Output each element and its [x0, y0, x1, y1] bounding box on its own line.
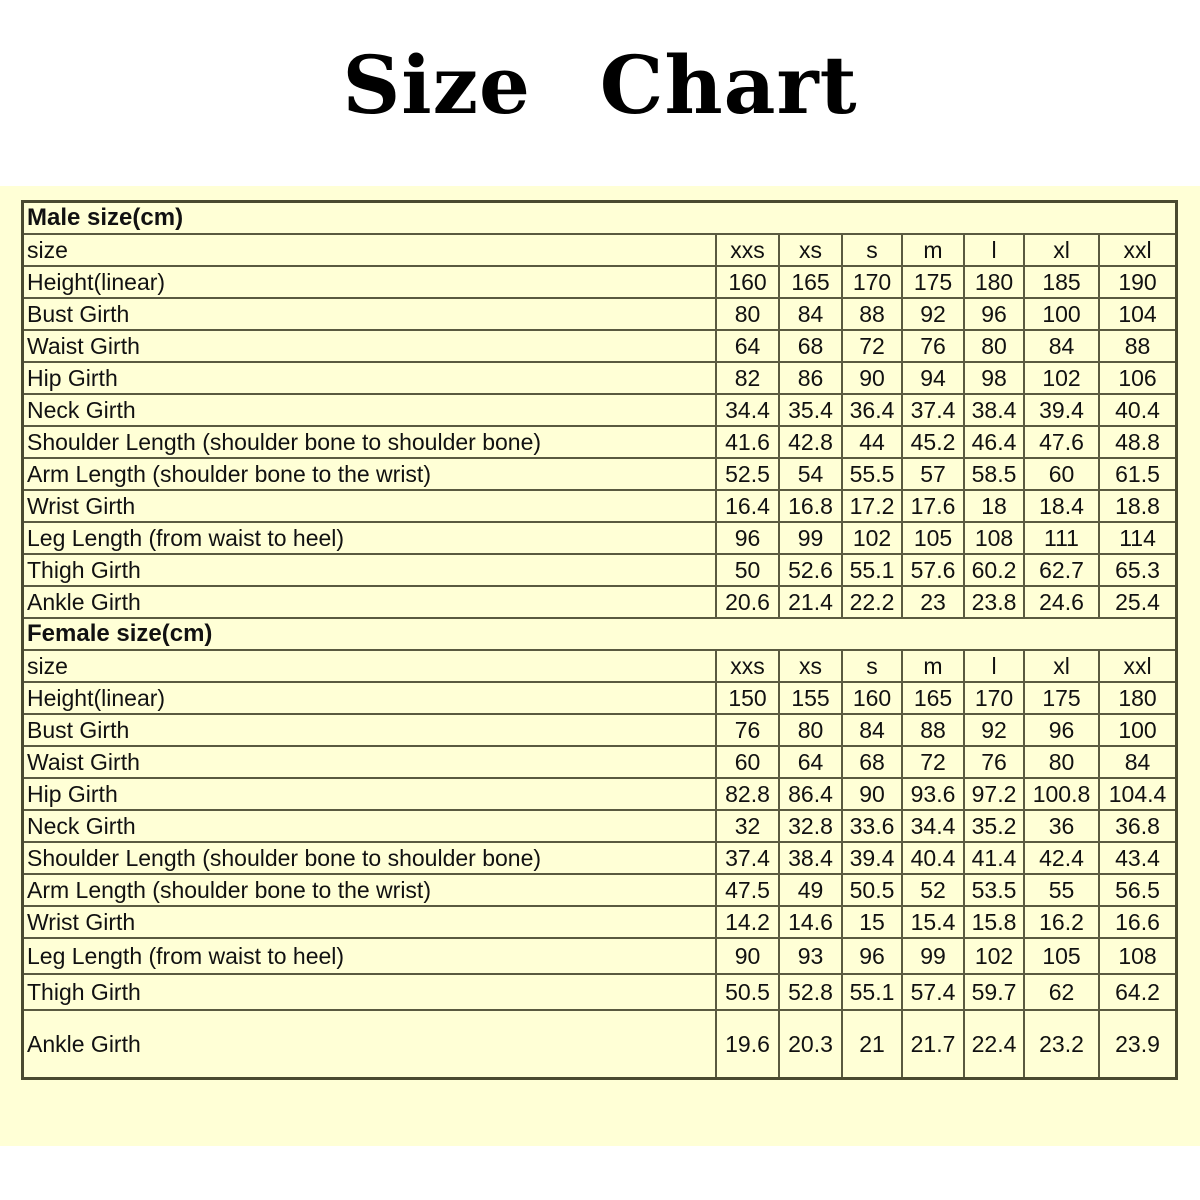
measurement-value-xl: 84	[1025, 331, 1100, 363]
measurement-value-xs: 52.8	[780, 975, 843, 1011]
table-row	[24, 459, 1175, 491]
measurement-value-m: 72	[903, 747, 965, 779]
size-header-s: s	[843, 235, 903, 267]
measurement-value-xl: 105	[1025, 939, 1100, 975]
measurement-value-m: 92	[903, 299, 965, 331]
measurement-value-xs: 64	[780, 747, 843, 779]
measurement-value-xs: 35.4	[780, 395, 843, 427]
female-heading-row	[24, 619, 1175, 651]
table-row	[24, 875, 1175, 907]
measurement-value-m: 40.4	[903, 843, 965, 875]
measurement-value-xs: 93	[780, 939, 843, 975]
measurement-value-s: 22.2	[843, 587, 903, 619]
measurement-value-xxs: 90	[717, 939, 780, 975]
male-heading-row	[24, 203, 1175, 235]
table-row	[24, 715, 1175, 747]
size-header-label: size	[24, 235, 717, 267]
measurement-value-xxs: 37.4	[717, 843, 780, 875]
measurement-value-xs: 49	[780, 875, 843, 907]
measurement-value-xs: 86.4	[780, 779, 843, 811]
measurement-value-xl: 60	[1025, 459, 1100, 491]
size-header-m: m	[903, 651, 965, 683]
measurement-value-s: 68	[843, 747, 903, 779]
measurement-value-xxl: 88	[1100, 331, 1175, 363]
measurement-value-xxs: 20.6	[717, 587, 780, 619]
measurement-value-xs: 54	[780, 459, 843, 491]
size-header-xl: xl	[1025, 235, 1100, 267]
measurement-value-l: 15.8	[965, 907, 1025, 939]
table-row	[24, 363, 1175, 395]
measurement-value-l: 102	[965, 939, 1025, 975]
measurement-value-xxl: 180	[1100, 683, 1175, 715]
page-title: Size Chart	[342, 38, 858, 132]
table-row	[24, 427, 1175, 459]
measurement-value-s: 96	[843, 939, 903, 975]
measurement-value-s: 90	[843, 779, 903, 811]
measurement-value-xxl: 48.8	[1100, 427, 1175, 459]
measurement-value-xl: 62	[1025, 975, 1100, 1011]
measurement-value-m: 15.4	[903, 907, 965, 939]
measurement-value-xxs: 50.5	[717, 975, 780, 1011]
measurement-value-xs: 84	[780, 299, 843, 331]
measurement-value-m: 45.2	[903, 427, 965, 459]
measurement-value-xs: 155	[780, 683, 843, 715]
measurement-label: Ankle Girth	[24, 587, 717, 619]
size-header-xl: xl	[1025, 651, 1100, 683]
table-row	[24, 747, 1175, 779]
measurement-label: Wrist Girth	[24, 907, 717, 939]
measurement-label: Bust Girth	[24, 299, 717, 331]
measurement-value-xxl: 16.6	[1100, 907, 1175, 939]
measurement-value-xl: 18.4	[1025, 491, 1100, 523]
measurement-value-l: 108	[965, 523, 1025, 555]
table-row	[24, 331, 1175, 363]
measurement-value-m: 52	[903, 875, 965, 907]
measurement-value-m: 57.4	[903, 975, 965, 1011]
measurement-value-xl: 24.6	[1025, 587, 1100, 619]
measurement-value-xs: 42.8	[780, 427, 843, 459]
size-header-s: s	[843, 651, 903, 683]
measurement-value-xl: 39.4	[1025, 395, 1100, 427]
measurement-value-m: 37.4	[903, 395, 965, 427]
measurement-value-xl: 80	[1025, 747, 1100, 779]
measurement-value-l: 23.8	[965, 587, 1025, 619]
measurement-label: Height(linear)	[24, 683, 717, 715]
measurement-value-xxs: 52.5	[717, 459, 780, 491]
measurement-value-l: 80	[965, 331, 1025, 363]
measurement-value-xs: 21.4	[780, 587, 843, 619]
table-row	[24, 395, 1175, 427]
measurement-label: Arm Length (shoulder bone to the wrist)	[24, 459, 717, 491]
measurement-value-m: 99	[903, 939, 965, 975]
measurement-label: Waist Girth	[24, 747, 717, 779]
measurement-label: Bust Girth	[24, 715, 717, 747]
measurement-value-xs: 80	[780, 715, 843, 747]
female-size-header-row	[24, 651, 1175, 683]
measurement-value-xxl: 36.8	[1100, 811, 1175, 843]
measurement-value-xs: 68	[780, 331, 843, 363]
measurement-value-m: 93.6	[903, 779, 965, 811]
measurement-value-l: 97.2	[965, 779, 1025, 811]
measurement-value-s: 36.4	[843, 395, 903, 427]
measurement-value-l: 58.5	[965, 459, 1025, 491]
measurement-value-xxs: 14.2	[717, 907, 780, 939]
measurement-value-xl: 23.2	[1025, 1011, 1100, 1077]
female-section-heading: Female size(cm)	[24, 619, 1175, 651]
measurement-value-m: 165	[903, 683, 965, 715]
measurement-value-l: 35.2	[965, 811, 1025, 843]
measurement-value-s: 170	[843, 267, 903, 299]
measurement-value-xs: 20.3	[780, 1011, 843, 1077]
measurement-value-xl: 47.6	[1025, 427, 1100, 459]
measurement-value-s: 33.6	[843, 811, 903, 843]
measurement-value-xxl: 84	[1100, 747, 1175, 779]
measurement-value-xs: 38.4	[780, 843, 843, 875]
measurement-value-s: 55.1	[843, 555, 903, 587]
measurement-value-xxl: 43.4	[1100, 843, 1175, 875]
measurement-value-m: 17.6	[903, 491, 965, 523]
measurement-label: Neck Girth	[24, 811, 717, 843]
measurement-value-m: 88	[903, 715, 965, 747]
table-row	[24, 683, 1175, 715]
measurement-label: Hip Girth	[24, 363, 717, 395]
measurement-value-m: 94	[903, 363, 965, 395]
measurement-value-l: 180	[965, 267, 1025, 299]
measurement-label: Thigh Girth	[24, 555, 717, 587]
measurement-value-s: 160	[843, 683, 903, 715]
table-row	[24, 523, 1175, 555]
measurement-value-s: 50.5	[843, 875, 903, 907]
measurement-value-l: 76	[965, 747, 1025, 779]
measurement-label: Ankle Girth	[24, 1011, 717, 1077]
measurement-value-l: 41.4	[965, 843, 1025, 875]
measurement-value-m: 175	[903, 267, 965, 299]
measurement-value-xxs: 34.4	[717, 395, 780, 427]
measurement-value-xl: 42.4	[1025, 843, 1100, 875]
measurement-value-s: 44	[843, 427, 903, 459]
measurement-value-xl: 185	[1025, 267, 1100, 299]
measurement-value-xxs: 82	[717, 363, 780, 395]
measurement-value-l: 170	[965, 683, 1025, 715]
table-row	[24, 267, 1175, 299]
measurement-label: Arm Length (shoulder bone to the wrist)	[24, 875, 717, 907]
measurement-label: Neck Girth	[24, 395, 717, 427]
table-row	[24, 811, 1175, 843]
measurement-value-l: 53.5	[965, 875, 1025, 907]
size-header-xs: xs	[780, 651, 843, 683]
table-row	[24, 843, 1175, 875]
measurement-value-xxs: 32	[717, 811, 780, 843]
table-row	[24, 491, 1175, 523]
measurement-value-xxs: 160	[717, 267, 780, 299]
measurement-value-m: 23	[903, 587, 965, 619]
measurement-value-xs: 165	[780, 267, 843, 299]
measurement-label: Leg Length (from waist to heel)	[24, 939, 717, 975]
measurement-value-xxl: 18.8	[1100, 491, 1175, 523]
measurement-value-s: 39.4	[843, 843, 903, 875]
measurement-value-xl: 16.2	[1025, 907, 1100, 939]
measurement-value-xxl: 108	[1100, 939, 1175, 975]
measurement-value-l: 22.4	[965, 1011, 1025, 1077]
measurement-value-xxs: 41.6	[717, 427, 780, 459]
male-section-heading: Male size(cm)	[24, 203, 1175, 235]
measurement-value-xxs: 76	[717, 715, 780, 747]
measurement-value-xl: 102	[1025, 363, 1100, 395]
measurement-value-s: 72	[843, 331, 903, 363]
table-row	[24, 975, 1175, 1011]
measurement-value-l: 92	[965, 715, 1025, 747]
table-row	[24, 299, 1175, 331]
measurement-value-xxs: 60	[717, 747, 780, 779]
measurement-value-m: 57	[903, 459, 965, 491]
table-row	[24, 1011, 1175, 1077]
measurement-value-xxs: 82.8	[717, 779, 780, 811]
measurement-value-xs: 16.8	[780, 491, 843, 523]
measurement-value-m: 21.7	[903, 1011, 965, 1077]
measurement-value-l: 59.7	[965, 975, 1025, 1011]
size-header-xxs: xxs	[717, 235, 780, 267]
table-row	[24, 907, 1175, 939]
measurement-value-xxl: 104.4	[1100, 779, 1175, 811]
measurement-value-s: 55.5	[843, 459, 903, 491]
measurement-value-xl: 175	[1025, 683, 1100, 715]
size-header-l: l	[965, 235, 1025, 267]
table-row	[24, 779, 1175, 811]
measurement-value-s: 88	[843, 299, 903, 331]
measurement-value-xl: 55	[1025, 875, 1100, 907]
measurement-value-xxs: 50	[717, 555, 780, 587]
measurement-value-xl: 111	[1025, 523, 1100, 555]
measurement-value-s: 17.2	[843, 491, 903, 523]
measurement-value-s: 55.1	[843, 975, 903, 1011]
size-header-xxs: xxs	[717, 651, 780, 683]
measurement-value-s: 102	[843, 523, 903, 555]
measurement-value-xxs: 80	[717, 299, 780, 331]
size-header-m: m	[903, 235, 965, 267]
measurement-value-xxl: 64.2	[1100, 975, 1175, 1011]
measurement-value-xs: 86	[780, 363, 843, 395]
measurement-value-xxl: 61.5	[1100, 459, 1175, 491]
measurement-value-xxl: 190	[1100, 267, 1175, 299]
measurement-value-xl: 96	[1025, 715, 1100, 747]
measurement-value-m: 76	[903, 331, 965, 363]
measurement-label: Waist Girth	[24, 331, 717, 363]
size-header-xxl: xxl	[1100, 235, 1175, 267]
measurement-label: Thigh Girth	[24, 975, 717, 1011]
measurement-value-m: 57.6	[903, 555, 965, 587]
measurement-value-xxs: 19.6	[717, 1011, 780, 1077]
measurement-value-xs: 99	[780, 523, 843, 555]
measurement-value-xxl: 25.4	[1100, 587, 1175, 619]
measurement-value-l: 18	[965, 491, 1025, 523]
measurement-value-l: 96	[965, 299, 1025, 331]
measurement-value-xxl: 100	[1100, 715, 1175, 747]
measurement-value-l: 38.4	[965, 395, 1025, 427]
measurement-value-xxs: 16.4	[717, 491, 780, 523]
measurement-value-xl: 100	[1025, 299, 1100, 331]
measurement-label: Shoulder Length (shoulder bone to shoulder bone)	[24, 427, 717, 459]
male-size-header-row	[24, 235, 1175, 267]
measurement-value-xxs: 150	[717, 683, 780, 715]
measurement-value-s: 21	[843, 1011, 903, 1077]
measurement-value-xl: 36	[1025, 811, 1100, 843]
measurement-label: Wrist Girth	[24, 491, 717, 523]
measurement-value-xxs: 47.5	[717, 875, 780, 907]
size-header-label: size	[24, 651, 717, 683]
size-header-xxl: xxl	[1100, 651, 1175, 683]
measurement-value-m: 34.4	[903, 811, 965, 843]
measurement-value-xxl: 106	[1100, 363, 1175, 395]
measurement-value-xs: 52.6	[780, 555, 843, 587]
measurement-value-s: 15	[843, 907, 903, 939]
measurement-label: Height(linear)	[24, 267, 717, 299]
measurement-label: Shoulder Length (shoulder bone to shoulder bone)	[24, 843, 717, 875]
measurement-value-s: 84	[843, 715, 903, 747]
measurement-value-l: 98	[965, 363, 1025, 395]
measurement-value-s: 90	[843, 363, 903, 395]
size-header-xs: xs	[780, 235, 843, 267]
measurement-label: Leg Length (from waist to heel)	[24, 523, 717, 555]
measurement-value-xxl: 40.4	[1100, 395, 1175, 427]
measurement-value-xs: 32.8	[780, 811, 843, 843]
table-row	[24, 587, 1175, 619]
measurement-value-xxl: 23.9	[1115, 1030, 1160, 1057]
measurement-label: Hip Girth	[24, 779, 717, 811]
measurement-value-xl: 100.8	[1025, 779, 1100, 811]
measurement-value-xl: 62.7	[1025, 555, 1100, 587]
table-row	[24, 555, 1175, 587]
measurement-value-m: 105	[903, 523, 965, 555]
measurement-value-xs: 14.6	[780, 907, 843, 939]
measurement-value-xxs: 96	[717, 523, 780, 555]
measurement-value-l: 60.2	[965, 555, 1025, 587]
measurement-value-xxl: 65.3	[1100, 555, 1175, 587]
measurement-value-xxs: 64	[717, 331, 780, 363]
size-header-l: l	[965, 651, 1025, 683]
measurement-value-xxl: 56.5	[1100, 875, 1175, 907]
size-chart-table	[21, 200, 1178, 1080]
measurement-value-xxl: 104	[1100, 299, 1175, 331]
measurement-value-xxl: 114	[1100, 523, 1175, 555]
measurement-value-l: 46.4	[965, 427, 1025, 459]
table-row	[24, 939, 1175, 975]
